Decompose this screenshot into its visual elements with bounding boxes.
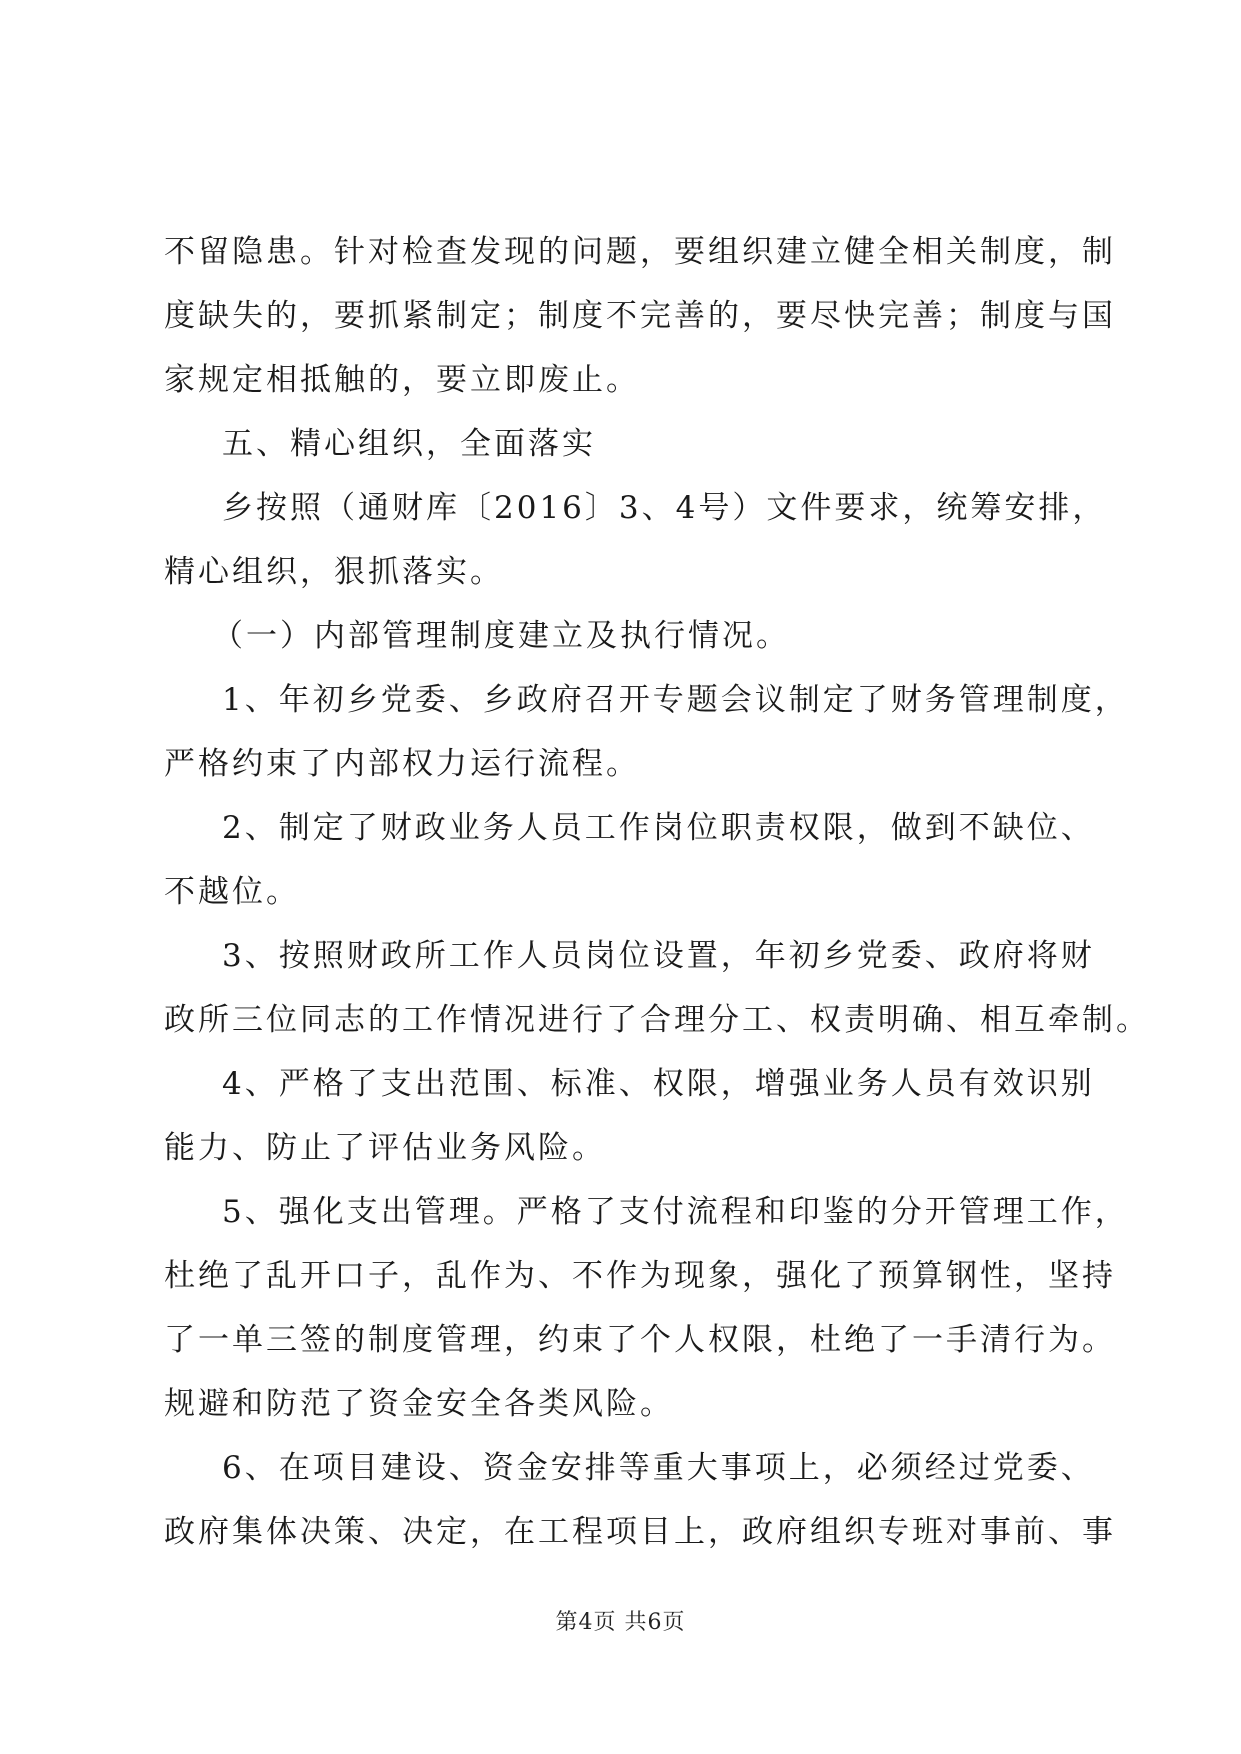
text-line: 不留隐患。针对检查发现的问题，要组织建立健全相关制度，制: [164, 234, 1116, 270]
text-line: 了一单三签的制度管理，约束了个人权限，杜绝了一手清行为。: [164, 1322, 1116, 1358]
text-line: 杜绝了乱开口子，乱作为、不作为现象，强化了预算钢性，坚持: [164, 1258, 1116, 1294]
text-line: 6、在项目建设、资金安排等重大事项上，必须经过党委、: [222, 1450, 1095, 1486]
text-line: 2、制定了财政业务人员工作岗位职责权限，做到不缺位、: [222, 810, 1095, 846]
text-line: 严格约束了内部权力运行流程。: [164, 746, 640, 782]
section-heading: 五、精心组织，全面落实: [222, 426, 596, 462]
text-line: 3、按照财政所工作人员岗位设置，年初乡党委、政府将财: [222, 938, 1095, 974]
text-line: 度缺失的，要抓紧制定；制度不完善的，要尽快完善；制度与国: [164, 298, 1116, 334]
text-line: 能力、防止了评估业务风险。: [164, 1130, 606, 1166]
text-line: 规避和防范了资金安全各类风险。: [164, 1386, 674, 1422]
text-line: 4、严格了支出范围、标准、权限，增强业务人员有效识别: [222, 1066, 1095, 1102]
text-line: 乡按照（通财库〔2016〕3、4号）文件要求，统筹安排，: [222, 490, 1107, 526]
page-number-footer: 第4页 共6页: [555, 1610, 686, 1635]
text-line: 不越位。: [164, 874, 300, 910]
text-line: 精心组织，狠抓落实。: [164, 554, 504, 590]
text-line: 政所三位同志的工作情况进行了合理分工、权责明确、相互牵制。: [164, 1002, 1150, 1038]
text-line: 政府集体决策、决定，在工程项目上，政府组织专班对事前、事: [164, 1514, 1116, 1550]
subsection-heading: （一）内部管理制度建立及执行情况。: [212, 618, 790, 654]
text-line: 家规定相抵触的，要立即废止。: [164, 362, 640, 398]
text-line: 5、强化支出管理。严格了支付流程和印鉴的分开管理工作，: [222, 1194, 1129, 1230]
text-line: 1、年初乡党委、乡政府召开专题会议制定了财务管理制度，: [222, 682, 1129, 718]
